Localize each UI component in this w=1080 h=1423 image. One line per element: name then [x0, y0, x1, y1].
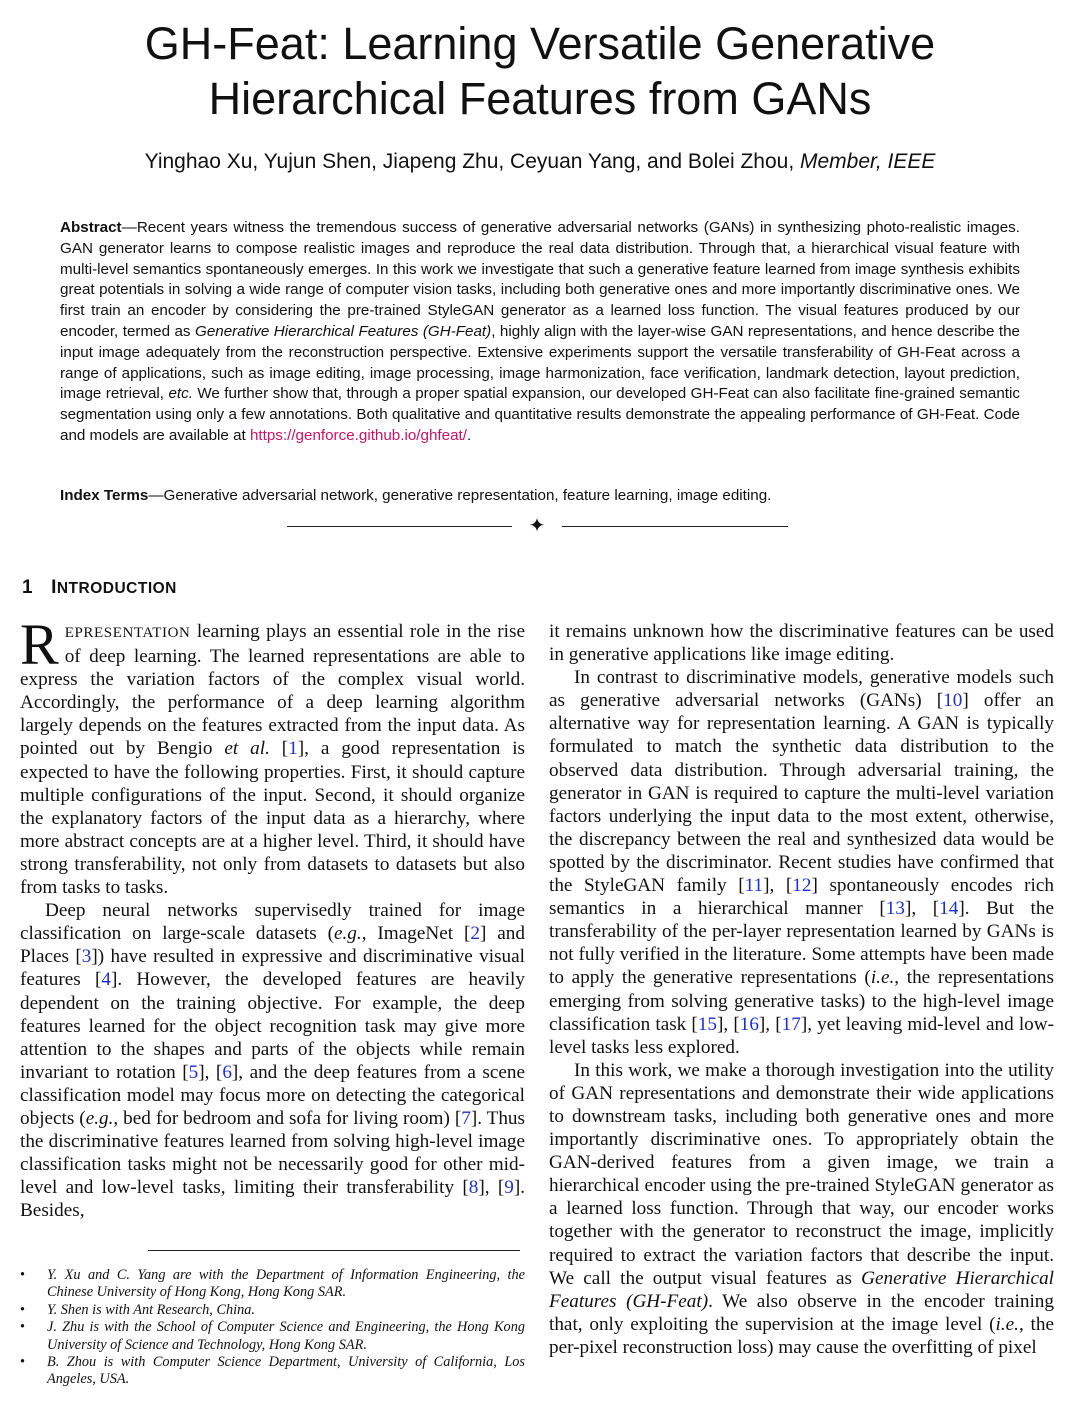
section-heading [22, 577, 177, 599]
abstract-dash: — [121, 219, 137, 236]
intro-paragraph-2 [20, 899, 525, 1222]
citation-link[interactable]: 15 [697, 1013, 717, 1035]
intro-paragraph-continued: it remains unknown how the discriminative features can be used in generative applications like image editing. [549, 621, 1054, 666]
text-run: ]. Thus the discriminative features learned from solving high-level image classification tasks might not be necessarily good for other mid-level and low-level tasks, limiting their transferability [ [20, 1107, 525, 1199]
footnote-item [20, 1267, 525, 1302]
drop-cap: R [20, 612, 59, 677]
text-run: ] spontaneously encodes rich semantics in a hierarchical manner [ [549, 875, 1055, 920]
italic-run: i.e. [995, 1313, 1019, 1335]
citation-link[interactable]: 7 [461, 1107, 471, 1129]
footnote-rule [148, 1250, 520, 1251]
italic-run: Generative Hierarchical Features (GH-Feat) [549, 1267, 1054, 1312]
text-run: ], [ [904, 898, 940, 920]
text-run: ], and the deep features from a scene classification model may focus more on detecting the categorical objects ( [20, 1061, 525, 1129]
small-caps-word: EPRESENTATION [64, 625, 191, 641]
citation-link[interactable]: 12 [792, 875, 812, 897]
text-run: [ [269, 738, 289, 760]
left-column [20, 612, 526, 1222]
divider-rule-right [562, 526, 788, 527]
text-run: ], [ [198, 1061, 223, 1083]
citation-link[interactable]: 5 [188, 1061, 199, 1083]
text-run: ]. However, the developed features are heavily dependent on the training objective. For example, the deep features learned for the object recognition task may give more attention to the shapes and parts of the objects while remain invariant to rotation [ [20, 969, 525, 1083]
italic-run: e.g. [333, 923, 362, 945]
text-run: learning plays an essential role in the rise of deep learning. The learned representations are able to express the variation factors of the complex visual world. Accordingly, the performance of a deep learning algorithm largely depends on the features extracted from the input data. As pointed out by Bengio [20, 621, 525, 760]
footnote-item [20, 1354, 525, 1389]
text-run: ], [ [758, 1013, 782, 1035]
index-terms-dash: — [148, 487, 164, 504]
divider-rule-left [287, 526, 512, 527]
index-terms [60, 486, 1020, 506]
intro-paragraph-3 [549, 666, 1054, 1059]
text-run: ], [ [717, 1013, 740, 1035]
citation-link[interactable]: 16 [739, 1013, 759, 1035]
citation-link[interactable]: 14 [939, 898, 959, 920]
citation-link[interactable]: 2 [470, 923, 480, 945]
intro-paragraph-1 [20, 612, 526, 899]
project-link[interactable]: https://genforce.github.io/ghfeat/ [249, 426, 467, 444]
text-run: . We also observe in the encoder training that, only exploiting the supervision at the image level ( [549, 1290, 1054, 1335]
bullet-icon: • [20, 1301, 26, 1318]
text-run: ], yet leaving mid-level and low-level tasks less explored. [549, 1013, 1055, 1058]
section-number: 1 [22, 577, 34, 598]
citation-link[interactable]: 3 [81, 946, 92, 968]
citation-link[interactable]: 10 [943, 690, 963, 712]
author-list [0, 150, 1080, 174]
text-run: ], [ [763, 875, 793, 897]
footnote-text: Y. Xu and C. Yang are with the Department of Information Engineering, the Chinese University of Hong Kong, Hong Kong SAR. [47, 1267, 525, 1301]
text-run: Deep neural networks supervisedly trained for image classification on large-scale datasets ( [20, 900, 525, 945]
paper-title [0, 16, 1080, 126]
citation-link[interactable]: 4 [101, 969, 111, 991]
abstract [60, 218, 1020, 447]
bullet-icon: • [20, 1267, 26, 1283]
text-run: ]. Besides, [20, 1177, 526, 1222]
footnote-item [20, 1319, 525, 1354]
text-run: , the per-pixel reconstruction loss) may cause the overfitting of pixel [549, 1313, 1054, 1358]
text-run: ]) have resulted in expressive and discriminative visual features [ [20, 946, 525, 991]
abstract-term-ghfeat: Generative Hierarchical Features (GH-Feat) [195, 322, 492, 340]
text-run: ] and Places [ [20, 923, 525, 968]
text-run: ] offer an alternative way for representation learning. A GAN is typically formulated to match the synthetic data distribution to the observed data distribution. Through adversarial training, the generator in GAN is required to capture the multi-level variation factors underlying the input data to the most extent, otherwise, the discrepancy between the real and synthesized data would be spotted by the discriminator. Recent studies have confirmed that the StyleGAN family [ [549, 690, 1054, 897]
section-title-initial: I [51, 577, 57, 598]
bullet-icon: • [20, 1354, 26, 1371]
text-run: , bed for bedroom and sofa for living room) [ [113, 1107, 462, 1129]
italic-run: e.g. [85, 1107, 114, 1129]
section-title-rest: NTRODUCTION [56, 580, 177, 597]
bullet-icon: • [20, 1319, 26, 1336]
footnote-text: J. Zhu is with the School of Computer Science and Engineering, the Hong Kong University of Science and Technology, Hong Kong SAR. [47, 1319, 525, 1353]
abstract-text-1: Recent years witness the tremendous success of generative adversarial networks (GANs) in synthesizing photo-realistic images. GAN generator learns to compose realistic images and reproduce the real data distribution. Through that, a hierarchical visual feature with multi-level semantics spontaneously emerges. In this work we investigate that such a generative feature learned from image synthesis exhibits great potentials in solving a wide range of computer vision tasks, including both generative ones and more importantly discriminative ones. We first train an encoder by considering the pre-trained StyleGAN generator as a learned loss function. The visual features produced by our encoder, termed as [60, 219, 1020, 340]
author-names: Yinghao Xu, Yujun Shen, Jiapeng Zhu, Ceyuan Yang, and Bolei Zhou, [144, 150, 795, 173]
author-membership: Member, IEEE [800, 150, 936, 173]
index-terms-label: Index Terms [60, 487, 149, 504]
abstract-text-4: . [466, 426, 472, 444]
citation-link[interactable]: 1 [288, 738, 298, 760]
affiliation-footnotes [20, 1267, 525, 1389]
divider-diamond-icon: ✦ [528, 515, 546, 537]
text-run: In this work, we make a thorough investigation into the utility of GAN representations and demonstrate their wide applications to downstream tasks, including both generative ones and more importantly discriminative ones. To appropriately obtain the GAN-derived features from a given image, we train a hierarchical encoder using the pre-trained StyleGAN generator as a learned loss function. Through that way, our encoder works together with the generator to reconstruct the image, implicitly required to extract the variation factors that describe the input. We call the output visual features as [549, 1059, 1054, 1289]
citation-link[interactable]: 11 [744, 875, 764, 897]
text-run: In contrast to discriminative models, generative models such as generative adversarial networks (GANs) [ [549, 667, 1054, 712]
title-line-2: Hierarchical Features from GANs [208, 73, 872, 124]
title-line-1: GH-Feat: Learning Versatile Generative [144, 18, 936, 69]
abstract-text-3: We further show that, through a proper spatial expansion, our developed GH-Feat can also facilitate fine-grained semantic segmentation using only a few annotations. Both qualitative and quantitative results demonstrate the appealing performance of GH-Feat. Code and models are available at [60, 385, 1020, 444]
text-run: ], [ [478, 1177, 505, 1199]
text-run: ], a good representation is expected to have the following properties. First, it should capture multiple configurations of the input. Second, it should organize the explanatory factors of the input data as a hierarchy, where more abstract concepts are at a higher level. Third, it should have strong transferability, not only from datasets to datasets but also from tasks to tasks. [20, 738, 526, 899]
text-run: ]. But the transferability of the per-layer representation learned by GANs is not fully verified in the literature. Some attempts have been made to apply the generative representations ( [549, 898, 1054, 989]
citation-link[interactable]: 6 [222, 1061, 232, 1083]
citation-link[interactable]: 17 [781, 1013, 801, 1035]
footnote-text: Y. Shen is with Ant Research, China. [47, 1301, 255, 1318]
italic-run: et al. [224, 738, 270, 760]
abstract-label: Abstract [60, 219, 122, 236]
abstract-etc: etc. [168, 385, 193, 403]
footnote-text: B. Zhou is with Computer Science Department, University of California, Los Angeles, USA. [47, 1354, 525, 1388]
text-run: , ImageNet [ [361, 923, 471, 945]
footnote-item [20, 1302, 525, 1319]
citation-link[interactable]: 13 [885, 898, 905, 920]
intro-paragraph-4 [549, 1059, 1054, 1359]
citation-link[interactable]: 9 [504, 1177, 514, 1199]
text-run: , the representations emerging from solving generative tasks) to the high-level image classification task [ [549, 967, 1054, 1035]
abstract-text-2: , highly align with the layer-wise GAN representations, and hence describe the input image adequately from the reconstruction perspective. Extensive experiments support the versatile transferability of GH-Feat across a range of applications, such as image editing, image processing, image harmonization, face verification, landmark detection, layout prediction, image retrieval, [60, 322, 1020, 403]
italic-run: i.e. [870, 967, 895, 989]
index-terms-text: Generative adversarial network, generative representation, feature learning, image editing. [163, 487, 772, 504]
citation-link[interactable]: 8 [468, 1177, 479, 1199]
right-column [549, 620, 1054, 1359]
